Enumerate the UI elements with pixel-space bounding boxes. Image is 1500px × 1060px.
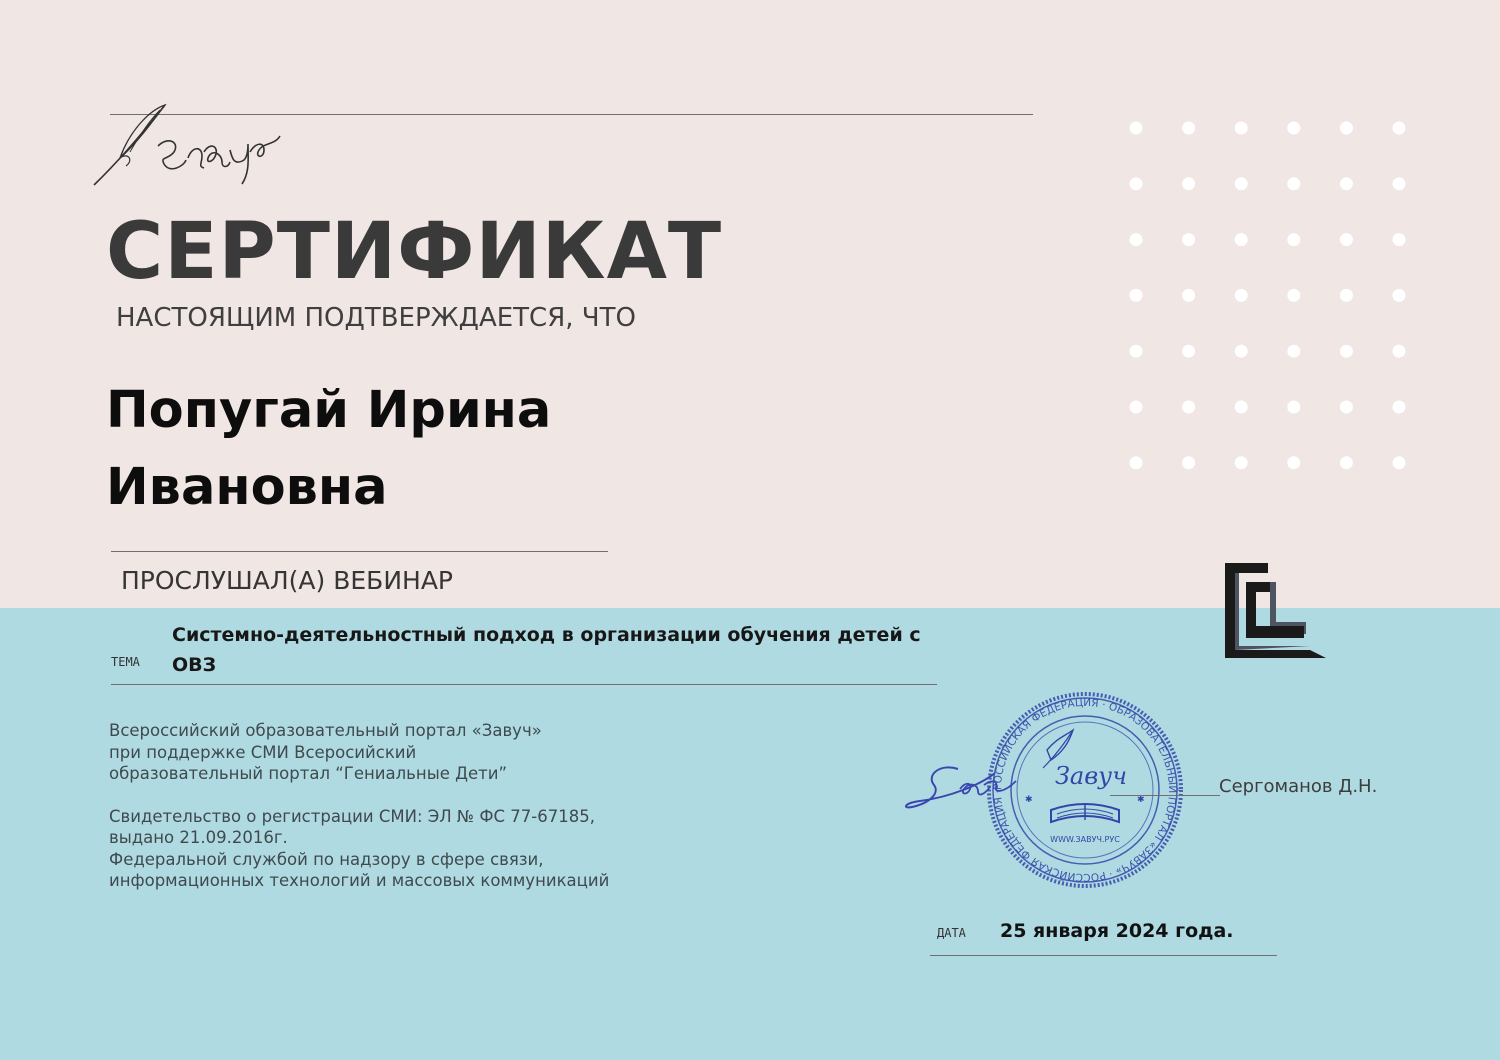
decorative-dot [1130, 177, 1143, 190]
decorative-dot [1130, 345, 1143, 358]
decorative-dot [1235, 345, 1248, 358]
decorative-dot [1130, 122, 1143, 135]
decorative-dot [1340, 401, 1353, 414]
decorative-dot [1182, 233, 1195, 246]
dot-grid-decoration [1125, 117, 1415, 477]
handwritten-signature [900, 745, 1030, 825]
decorative-dot [1287, 177, 1300, 190]
theme-rule [111, 684, 937, 685]
zavuch-logo [90, 100, 290, 195]
svg-text:✱: ✱ [1137, 795, 1145, 805]
registration-line: информационных технологий и массовых коммуникаций [109, 871, 610, 890]
decorative-dot [1287, 122, 1300, 135]
confirmation-text: НАСТОЯЩИМ ПОДТВЕРЖДАЕТСЯ, ЧТО [116, 303, 636, 333]
corner-bracket-mark [1222, 560, 1330, 660]
decorative-dot [1182, 289, 1195, 302]
action-text: ПРОСЛУШАЛ(А) ВЕБИНАР [121, 566, 454, 595]
decorative-dot [1182, 401, 1195, 414]
registration-line: выдано 21.09.2016г. [109, 828, 288, 847]
date-value: 25 января 2024 года. [1000, 920, 1234, 942]
signature-rule [1110, 795, 1220, 796]
portal-info [109, 720, 709, 892]
seal-bottom-text: WWW.ЗАВУЧ.РУС [1050, 835, 1120, 844]
portal-info-line: Всероссийский образовательный портал «Завуч» [109, 721, 542, 740]
decorative-dot [1340, 289, 1353, 302]
decorative-dot [1235, 177, 1248, 190]
decorative-dot [1340, 233, 1353, 246]
decorative-dot [1393, 289, 1406, 302]
decorative-dot [1340, 345, 1353, 358]
svg-text:✱: ✱ [1025, 795, 1033, 805]
decorative-dot [1287, 289, 1300, 302]
portal-info-spacer [109, 785, 709, 806]
date-label: ДАТА [937, 926, 966, 940]
decorative-dot [1235, 401, 1248, 414]
recipient-name: Попугай Ирина Ивановна [106, 381, 552, 517]
decorative-dot [1235, 456, 1248, 469]
decorative-dot [1393, 233, 1406, 246]
decorative-dot [1340, 456, 1353, 469]
seal-outer-text: РОССИЙСКАЯ ФЕДЕРАЦИЯ · ОБРАЗОВАТЕЛЬНЫЙ ПОРТАЛ «ЗАВУЧ» · РОССИЙСКАЯ ФЕДЕРАЦИЯ · [991, 696, 1179, 884]
registration-line: Свидетельство о регистрации СМИ: ЭЛ № ФС 77-67185, [109, 806, 595, 826]
decorative-dot [1182, 345, 1195, 358]
decorative-dot [1182, 122, 1195, 135]
date-rule [930, 955, 1277, 956]
decorative-dot [1235, 289, 1248, 302]
decorative-dot [1130, 289, 1143, 302]
decorative-dot [1130, 401, 1143, 414]
decorative-dot [1287, 345, 1300, 358]
seal-center-text: Завуч [1054, 762, 1128, 790]
decorative-dot [1393, 401, 1406, 414]
theme-text: Системно-деятельностный подход в организации обучения детей с ОВЗ [172, 624, 921, 676]
decorative-dot [1393, 177, 1406, 190]
decorative-dot [1182, 177, 1195, 190]
portal-info-line: при поддержке СМИ Всеросийский [109, 742, 417, 762]
decorative-dot [1235, 122, 1248, 135]
decorative-dot [1130, 456, 1143, 469]
decorative-dot [1393, 345, 1406, 358]
certificate-title: СЕРТИФИКАТ [106, 207, 723, 297]
decorative-dot [1287, 401, 1300, 414]
name-rule [111, 551, 608, 552]
decorative-dot [1130, 233, 1143, 246]
portal-info-line: образовательный портал “Гениальные Дети” [109, 764, 508, 783]
decorative-dot [1340, 122, 1353, 135]
decorative-dot [1340, 177, 1353, 190]
signer-name: Сергоманов Д.Н. [1219, 776, 1378, 797]
theme-label: ТЕМА [111, 655, 140, 669]
decorative-dot [1287, 456, 1300, 469]
registration-line: Федеральной службой по надзору в сфере связи, [109, 849, 544, 869]
decorative-dot [1182, 456, 1195, 469]
decorative-dot [1393, 122, 1406, 135]
decorative-dot [1287, 233, 1300, 246]
decorative-dot [1235, 233, 1248, 246]
decorative-dot [1393, 456, 1406, 469]
